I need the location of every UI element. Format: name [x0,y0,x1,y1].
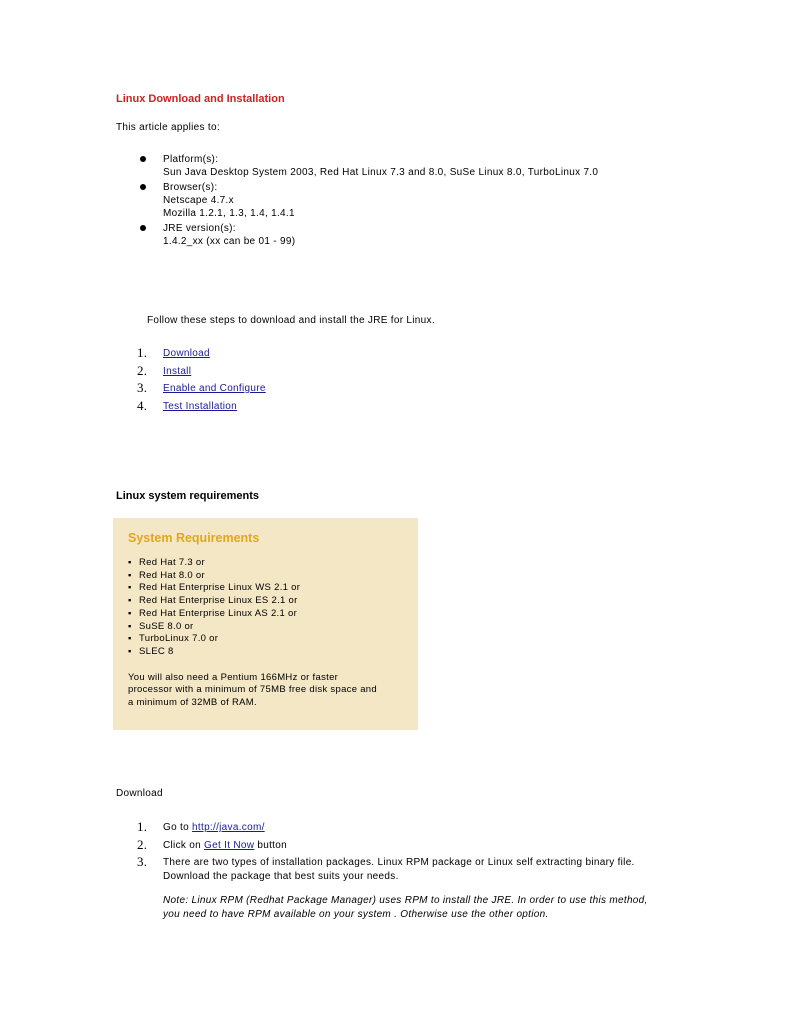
browser-value: Netscape 4.7.x [163,195,234,206]
jre-version-value: 1.4.2_xx (xx can be 01 - 99) [163,236,296,247]
bullet-icon: ▪ [128,557,132,568]
list-item: ▪ SLEC 8 [128,645,174,657]
enable-configure-link[interactable]: Enable and Configure [163,383,266,394]
list-item: 2. Click on Get It Now button [137,836,287,852]
browser-value: Mozilla 1.2.1, 1.3, 1.4, 1.4.1 [163,208,295,219]
bullet-icon: ▪ [128,645,132,657]
rpm-note: Note: Linux RPM (Redhat Package Manager) uses RPM to install the JRE. In order to use this method, you need to have RPM available on your system . Otherwise use the other option. [163,895,648,920]
list-item [136,222,756,248]
bullet-icon: ▪ [128,633,132,645]
list-item [137,380,777,398]
bullet-icon: ▪ [128,595,132,607]
download-link[interactable]: Download [163,348,210,359]
list-item: ▪ Red Hat Enterprise Linux WS 2.1 or [128,582,301,594]
download-heading: Download [116,788,163,799]
bullet-icon: ▪ [128,620,132,632]
bullet-icon: ▪ [128,607,132,619]
list-item: ▪ Red Hat 7.3 or [128,557,205,568]
list-item [137,363,777,381]
applies-to-label: This article applies to: [116,122,220,133]
platform-value: Sun Java Desktop System 2003, Red Hat Linux 7.3 and 8.0, SuSe Linux 8.0, TurboLinux 7.0 [163,167,599,178]
platform-label: Platform(s): [163,154,219,165]
requirements-note: You will also need a Pentium 166MHz or faster processor with a minimum of 75MB free disk space and a minimum of 32MB of RAM. [128,671,377,709]
step-number: 1. [137,345,148,360]
jre-version-label: JRE version(s): [163,223,236,234]
step-number: 1. [137,819,148,834]
step-number: 3. [137,854,148,869]
step-number: 2. [137,362,148,378]
bullet-icon [140,225,146,231]
test-installation-link[interactable]: Test Installation [163,400,238,412]
list-item: ▪ Red Hat Enterprise Linux ES 2.1 or [128,595,298,607]
step-number: 4. [137,397,148,413]
page-title: Linux Download and Installation [116,93,285,105]
list-item: ▪ TurboLinux 7.0 or [128,633,219,645]
step-number: 2. [137,836,148,852]
list-item: 1. Go to http://java.com/ [137,819,265,834]
java-com-link[interactable]: http://java.com/ [192,822,265,833]
download-steps [137,819,777,921]
list-item [136,181,756,220]
browser-label: Browser(s): [163,182,218,193]
bullet-icon [140,184,146,190]
step-number: 3. [137,380,148,395]
list-item [137,345,777,363]
steps-intro: Follow these steps to download and install the JRE for Linux. [147,315,435,326]
list-item: 3. There are two types of installation packages. Linux RPM package or Linux self extracting binary file. Download the package that best suits your needs. Note: Linux RPM (Redhat Package Manager) uses RPM to install the JRE. In order to use this method, you need to have RPM available on your system . Otherwise use the other option. [137,854,777,921]
list-item: ▪ Red Hat Enterprise Linux AS 2.1 or [128,607,298,619]
get-it-now-link[interactable]: Get It Now [204,839,255,851]
requirements-heading: Linux system requirements [116,490,260,502]
bullet-icon: ▪ [128,569,132,581]
steps-list [137,345,777,415]
install-link[interactable]: Install [163,365,192,377]
bullet-icon: ▪ [128,582,132,594]
applies-list [136,153,756,250]
list-item [137,398,777,416]
list-item [136,153,756,179]
list-item: ▪ Red Hat 8.0 or [128,569,205,581]
system-requirements-box [113,518,418,730]
list-item: ▪ SuSE 8.0 or [128,620,194,632]
bullet-icon [140,156,146,162]
box-title: System Requirements [128,531,260,545]
